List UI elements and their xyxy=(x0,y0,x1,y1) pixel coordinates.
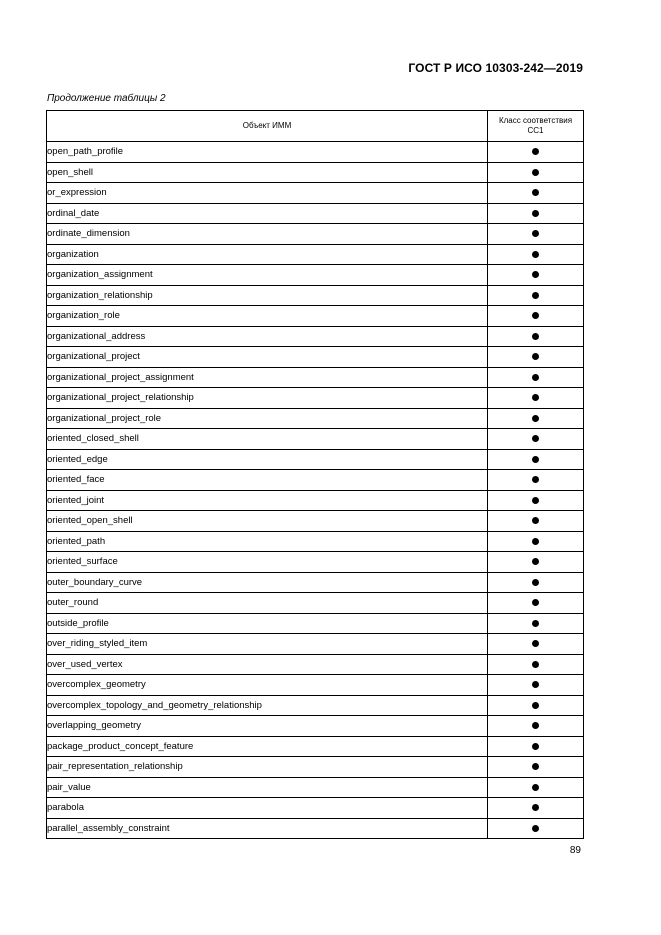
conformance-mark-cell xyxy=(488,675,584,696)
filled-circle-icon xyxy=(532,620,539,627)
filled-circle-icon xyxy=(532,681,539,688)
table-row xyxy=(47,162,584,183)
filled-circle-icon xyxy=(532,661,539,668)
conformance-mark-cell xyxy=(488,511,584,532)
table-row xyxy=(47,285,584,306)
conformance-mark-cell xyxy=(488,203,584,224)
column-header-object-label: Объект ИММ xyxy=(242,121,292,130)
conformance-mark-cell xyxy=(488,695,584,716)
table-row xyxy=(47,306,584,327)
object-name-cell: oriented_open_shell xyxy=(47,511,488,532)
filled-circle-icon xyxy=(532,476,539,483)
table-row xyxy=(47,695,584,716)
filled-circle-icon xyxy=(532,333,539,340)
object-name-cell: oriented_path xyxy=(47,531,488,552)
filled-circle-icon xyxy=(532,230,539,237)
column-header-class-line2: CC1 xyxy=(527,126,544,135)
filled-circle-icon xyxy=(532,415,539,422)
filled-circle-icon xyxy=(532,497,539,504)
object-name-cell: organization_assignment xyxy=(47,265,488,286)
table-row xyxy=(47,470,584,491)
object-name-cell: outside_profile xyxy=(47,613,488,634)
column-header-object xyxy=(47,111,488,142)
table-header-row xyxy=(47,111,584,142)
table-row xyxy=(47,593,584,614)
object-name-cell: outer_boundary_curve xyxy=(47,572,488,593)
table-row xyxy=(47,244,584,265)
conformance-mark-cell xyxy=(488,265,584,286)
conformance-mark-cell xyxy=(488,593,584,614)
conformance-mark-cell xyxy=(488,490,584,511)
conformance-mark-cell xyxy=(488,757,584,778)
table-row xyxy=(47,265,584,286)
conformance-mark-cell xyxy=(488,716,584,737)
filled-circle-icon xyxy=(532,579,539,586)
filled-circle-icon xyxy=(532,312,539,319)
object-name-cell: organizational_project_assignment xyxy=(47,367,488,388)
table-row xyxy=(47,798,584,819)
conformance-mark-cell xyxy=(488,285,584,306)
object-name-cell: oriented_joint xyxy=(47,490,488,511)
table-row xyxy=(47,654,584,675)
table-row xyxy=(47,388,584,409)
conformance-mark-cell xyxy=(488,470,584,491)
table-row xyxy=(47,429,584,450)
table-row xyxy=(47,757,584,778)
conformance-mark-cell xyxy=(488,142,584,163)
object-name-cell: parallel_assembly_constraint xyxy=(47,818,488,839)
table-row xyxy=(47,224,584,245)
object-name-cell: ordinate_dimension xyxy=(47,224,488,245)
object-name-cell: open_shell xyxy=(47,162,488,183)
table-row xyxy=(47,183,584,204)
filled-circle-icon xyxy=(532,353,539,360)
object-name-cell: organizational_address xyxy=(47,326,488,347)
object-name-cell: parabola xyxy=(47,798,488,819)
table-row xyxy=(47,552,584,573)
filled-circle-icon xyxy=(532,743,539,750)
table-row xyxy=(47,203,584,224)
document-header: ГОСТ Р ИСО 10303-242—2019 xyxy=(408,61,583,75)
conformance-mark-cell xyxy=(488,183,584,204)
conformance-mark-cell xyxy=(488,162,584,183)
table-row xyxy=(47,511,584,532)
table-caption: Продолжение таблицы 2 xyxy=(47,93,166,104)
table-row xyxy=(47,408,584,429)
table-row xyxy=(47,572,584,593)
object-name-cell: package_product_concept_feature xyxy=(47,736,488,757)
filled-circle-icon xyxy=(532,722,539,729)
table-row xyxy=(47,449,584,470)
conformance-mark-cell xyxy=(488,429,584,450)
object-name-cell: overlapping_geometry xyxy=(47,716,488,737)
conformance-mark-cell xyxy=(488,736,584,757)
filled-circle-icon xyxy=(532,189,539,196)
object-name-cell: oriented_edge xyxy=(47,449,488,470)
object-name-cell: open_path_profile xyxy=(47,142,488,163)
object-name-cell: outer_round xyxy=(47,593,488,614)
object-name-cell: pair_representation_relationship xyxy=(47,757,488,778)
filled-circle-icon xyxy=(532,702,539,709)
filled-circle-icon xyxy=(532,784,539,791)
filled-circle-icon xyxy=(532,825,539,832)
column-header-conformance-class xyxy=(488,111,584,142)
table-row xyxy=(47,531,584,552)
table-row xyxy=(47,736,584,757)
object-name-cell: overcomplex_topology_and_geometry_relationship xyxy=(47,695,488,716)
filled-circle-icon xyxy=(532,763,539,770)
conformance-mark-cell xyxy=(488,572,584,593)
object-name-cell: organization_relationship xyxy=(47,285,488,306)
table-row xyxy=(47,777,584,798)
column-header-class-line1: Класс соответствия xyxy=(498,116,573,125)
table-row xyxy=(47,818,584,839)
table-row xyxy=(47,716,584,737)
conformance-mark-cell xyxy=(488,654,584,675)
filled-circle-icon xyxy=(532,456,539,463)
object-name-cell: pair_value xyxy=(47,777,488,798)
filled-circle-icon xyxy=(532,640,539,647)
conformance-mark-cell xyxy=(488,531,584,552)
object-name-cell: organizational_project_relationship xyxy=(47,388,488,409)
filled-circle-icon xyxy=(532,271,539,278)
table-row xyxy=(47,675,584,696)
filled-circle-icon xyxy=(532,148,539,155)
object-name-cell: organization xyxy=(47,244,488,265)
table-row xyxy=(47,490,584,511)
table-row xyxy=(47,347,584,368)
object-name-cell: oriented_face xyxy=(47,470,488,491)
conformance-mark-cell xyxy=(488,552,584,573)
object-name-cell: or_expression xyxy=(47,183,488,204)
conformance-mark-cell xyxy=(488,224,584,245)
object-name-cell: overcomplex_geometry xyxy=(47,675,488,696)
table-row xyxy=(47,634,584,655)
object-name-cell: over_used_vertex xyxy=(47,654,488,675)
conformance-mark-cell xyxy=(488,777,584,798)
object-name-cell: ordinal_date xyxy=(47,203,488,224)
page-number: 89 xyxy=(569,845,581,856)
object-name-cell: oriented_closed_shell xyxy=(47,429,488,450)
table-row xyxy=(47,326,584,347)
object-name-cell: organizational_project_role xyxy=(47,408,488,429)
conformance-table xyxy=(46,110,584,839)
conformance-mark-cell xyxy=(488,449,584,470)
filled-circle-icon xyxy=(532,517,539,524)
table-body xyxy=(47,142,584,839)
conformance-mark-cell xyxy=(488,634,584,655)
object-name-cell: organizational_project xyxy=(47,347,488,368)
conformance-mark-cell xyxy=(488,798,584,819)
filled-circle-icon xyxy=(532,599,539,606)
filled-circle-icon xyxy=(532,374,539,381)
filled-circle-icon xyxy=(532,558,539,565)
filled-circle-icon xyxy=(532,292,539,299)
conformance-mark-cell xyxy=(488,613,584,634)
filled-circle-icon xyxy=(532,804,539,811)
filled-circle-icon xyxy=(532,394,539,401)
filled-circle-icon xyxy=(532,169,539,176)
conformance-mark-cell xyxy=(488,306,584,327)
conformance-mark-cell xyxy=(488,244,584,265)
object-name-cell: over_riding_styled_item xyxy=(47,634,488,655)
filled-circle-icon xyxy=(532,538,539,545)
conformance-mark-cell xyxy=(488,408,584,429)
conformance-mark-cell xyxy=(488,347,584,368)
object-name-cell: oriented_surface xyxy=(47,552,488,573)
filled-circle-icon xyxy=(532,435,539,442)
table-row xyxy=(47,613,584,634)
conformance-mark-cell xyxy=(488,388,584,409)
conformance-mark-cell xyxy=(488,818,584,839)
conformance-mark-cell xyxy=(488,367,584,388)
table-row xyxy=(47,142,584,163)
filled-circle-icon xyxy=(532,210,539,217)
object-name-cell: organization_role xyxy=(47,306,488,327)
filled-circle-icon xyxy=(532,251,539,258)
table-row xyxy=(47,367,584,388)
conformance-mark-cell xyxy=(488,326,584,347)
